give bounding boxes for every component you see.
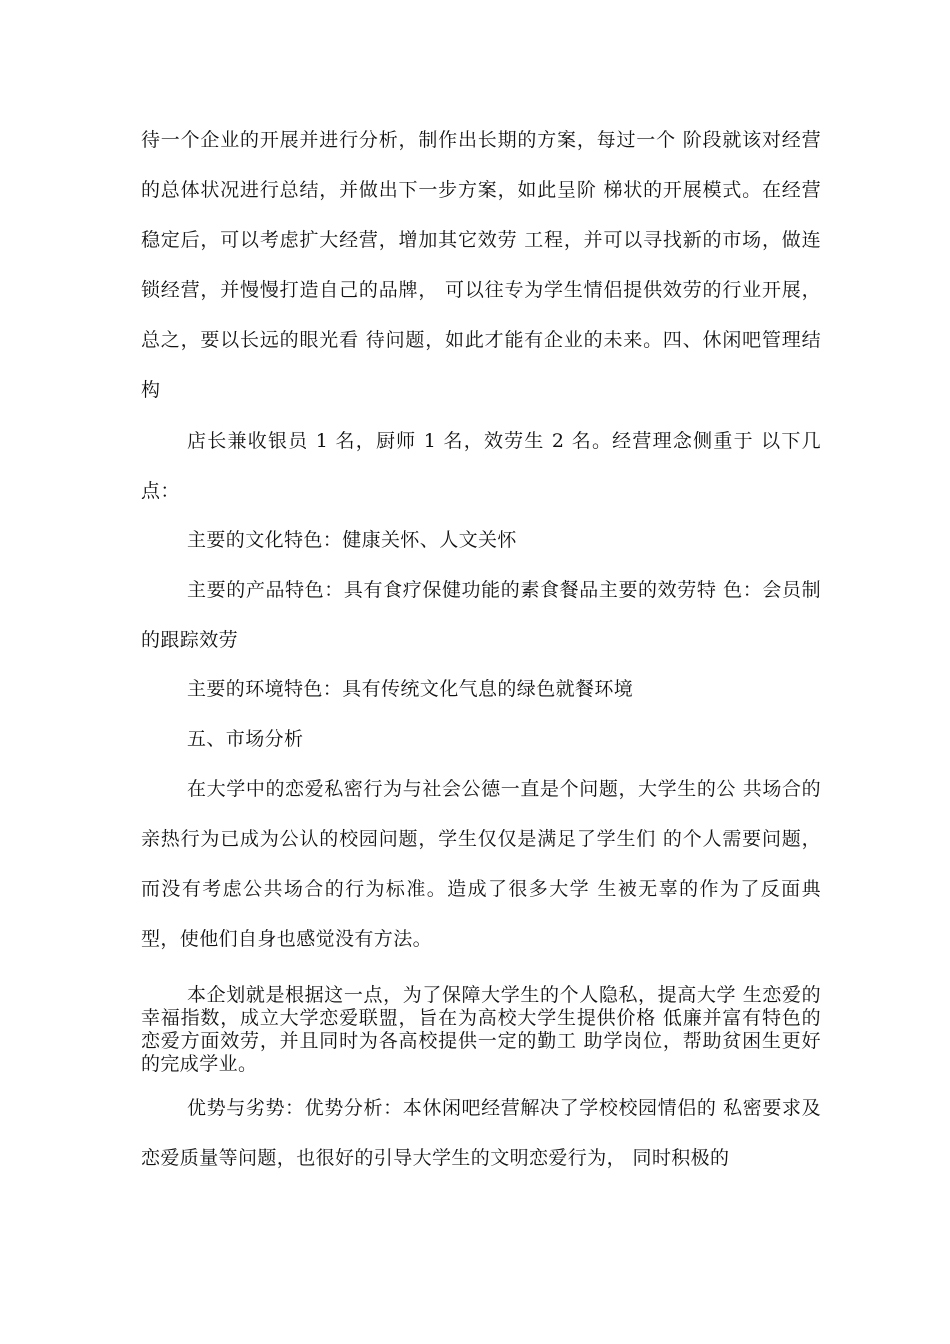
paragraph-staffing: 店长兼收银员 1 名，厨师 1 名，效劳生 2 名。经营理念侧重于 以下几点： <box>141 430 821 502</box>
section-heading-market-analysis: 五、市场分析 <box>187 728 304 750</box>
paragraph-business-development: 待一个企业的开展并进行分析，制作出长期的方案，每过一个 阶段就该对经营的总体状况进行总结，并做出下一步方案，如此呈阶 梯状的开展模式。在经营稳定后，可以考虑扩大经营，增加其它效劳 工程，并可以寻找新的市场，做连锁经营，并慢慢打造自己的品牌， 可以往专为学生情侣提供效劳的行业开展，总之，要以长远的眼光看 待问题，如此才能有企业的未来。四、休闲吧管理结构 <box>141 129 821 401</box>
paragraph-campus-problem: 在大学中的恋爱私密行为与社会公德一直是个问题，大学生的公 共场合的亲热行为已成为公认的校园问题，学生仅仅是满足了学生们 的个人需要问题，而没有考虑公共场合的行为标准。造成了很多大学 生被无辜的作为了反面典型，使他们自身也感觉没有方法。 <box>141 778 821 950</box>
paragraph-environment-feature: 主要的环境特色：具有传统文化气息的绿色就餐环境 <box>187 678 634 700</box>
paragraph-culture-feature: 主要的文化特色：健康关怀、人文关怀 <box>187 529 517 551</box>
paragraph-strengths-weaknesses: 优势与劣势：优势分析：本休闲吧经营解决了学校校园情侣的 私密要求及恋爱质量等问题，也很好的引导大学生的文明恋爱行为， 同时积极的 <box>141 1097 821 1169</box>
paragraph-product-feature: 主要的产品特色：具有食疗保健功能的素食餐品主要的效劳特 色：会员制的跟踪效劳 <box>141 579 821 651</box>
paragraph-plan-purpose: 本企划就是根据这一点，为了保障大学生的个人隐私，提高大学 生恋爱的幸福指数，成立大学恋爱联盟，旨在为高校大学生提供价格 低廉并富有特色的恋爱方面效劳，并且同时为各高校提供一定的勤工 助学岗位，帮助贫困生更好的完成学业。 <box>141 984 821 1075</box>
